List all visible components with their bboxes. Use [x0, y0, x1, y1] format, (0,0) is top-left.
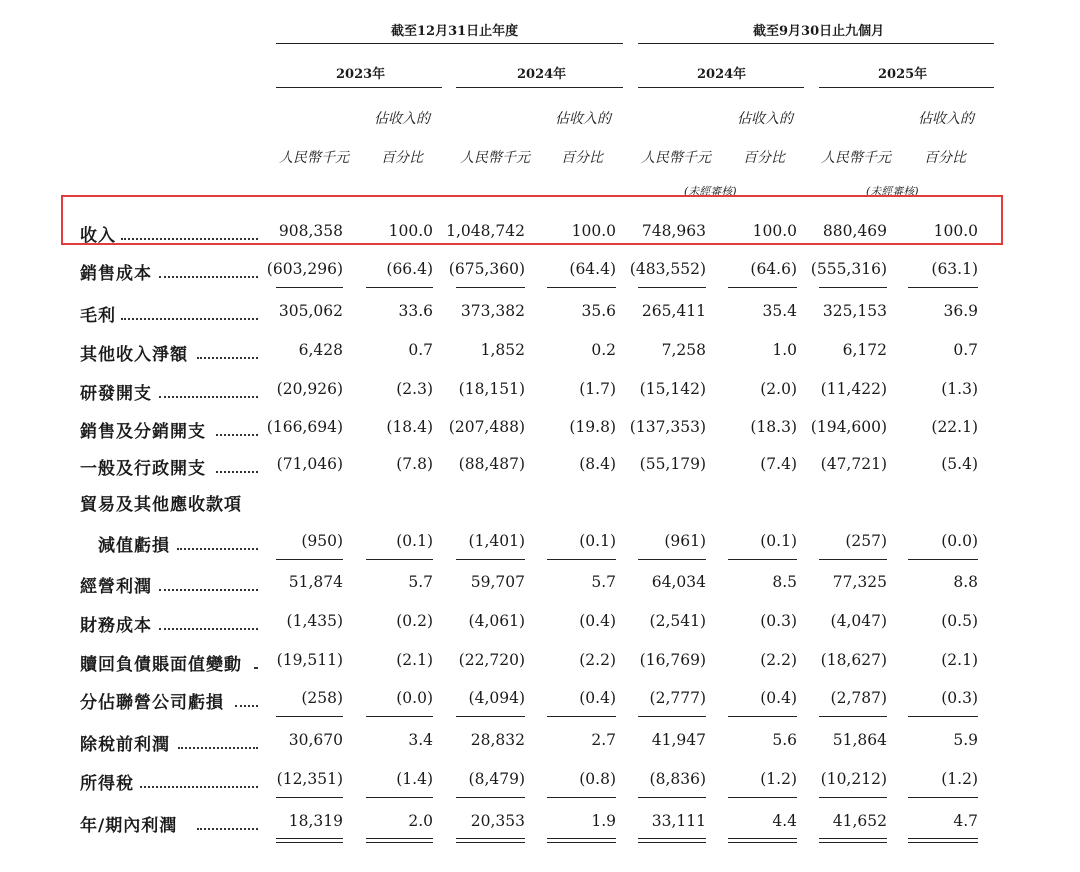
pct-header-line1: 佔收入的 [918, 111, 974, 127]
table-cell: (257) [845, 532, 887, 550]
table-cell: (19.8) [569, 418, 616, 436]
row-other-income-net-label: 其他收入淨額 [80, 345, 188, 365]
table-cell: (2,777) [649, 689, 706, 707]
table-cell: (0.3) [760, 612, 797, 630]
row-profit-for-period-label: 年/期內利潤 [80, 816, 178, 836]
table-cell: 33.6 [398, 302, 433, 320]
table-cell: 6,172 [842, 341, 887, 359]
table-cell: (7.4) [760, 455, 797, 473]
table-cell: (18.4) [386, 418, 433, 436]
table-cell: (66.4) [386, 260, 433, 278]
table-cell: (16,769) [639, 651, 706, 669]
table-cell: (0.4) [579, 689, 616, 707]
table-cell: (2,787) [830, 689, 887, 707]
table-cell: (2,541) [649, 612, 706, 630]
table-cell: 30,670 [288, 731, 343, 749]
row-finance-costs-label: 財務成本 [80, 616, 152, 636]
table-cell: 908,358 [278, 222, 343, 240]
table-cell: (1.7) [579, 380, 616, 398]
table-cell: (71,046) [276, 455, 343, 473]
subtotal-rule [728, 716, 797, 717]
table-cell: 28,832 [470, 731, 525, 749]
table-cell: (5.4) [941, 455, 978, 473]
subtotal-rule [456, 559, 525, 560]
table-cell: 2.7 [591, 731, 616, 749]
row-rd-expenses-label: 研發開支 [80, 384, 152, 404]
pct-header-line2: 百分比 [381, 150, 423, 166]
subtotal-rule [638, 797, 706, 798]
table-cell: (0.1) [396, 532, 433, 550]
table-cell: (64.6) [750, 260, 797, 278]
table-cell: (137,353) [629, 418, 706, 436]
row-general-admin-expenses-label: 一般及行政開支 [80, 459, 206, 479]
table-cell: (603,296) [266, 260, 343, 278]
table-cell: 0.2 [591, 341, 616, 359]
table-cell: (166,694) [266, 418, 343, 436]
table-cell: (555,316) [810, 260, 887, 278]
table-cell: (1.3) [941, 380, 978, 398]
table-cell: 51,864 [832, 731, 887, 749]
table-cell: 4.7 [953, 812, 978, 830]
row-profit-before-tax-label: 除稅前利潤 [80, 735, 170, 755]
table-cell: (7.8) [396, 455, 433, 473]
table-cell: (20,926) [276, 380, 343, 398]
amount-unit-header: 人民幣千元 [641, 150, 711, 166]
table-cell: 1,048,742 [446, 222, 525, 240]
table-cell: (18,627) [820, 651, 887, 669]
table-cell: (1.2) [941, 770, 978, 788]
table-cell: 1,852 [480, 341, 525, 359]
table-cell: (207,488) [448, 418, 525, 436]
table-cell: (0.8) [579, 770, 616, 788]
table-cell: (2.1) [396, 651, 433, 669]
group-rule-year [276, 43, 623, 44]
group-header-year: 截至12月31日止年度 [391, 24, 519, 39]
row-revenue-label: 收入 [80, 226, 116, 246]
subtotal-rule [908, 287, 978, 288]
table-cell: 5.6 [772, 731, 797, 749]
subtotal-rule [366, 287, 433, 288]
total-double-rule [908, 838, 978, 843]
subtotal-rule [638, 716, 706, 717]
year-rule-2023 [276, 87, 442, 88]
year-header-2025-nine-months: 2025年 [878, 67, 928, 82]
table-cell: (675,360) [448, 260, 525, 278]
subtotal-rule [638, 559, 706, 560]
table-cell: 325,153 [822, 302, 887, 320]
highlight-box [61, 195, 1003, 245]
table-cell: (1.2) [760, 770, 797, 788]
table-cell: 1.9 [591, 812, 616, 830]
table-cell: 35.4 [762, 302, 797, 320]
table-cell: (950) [301, 532, 343, 550]
subtotal-rule [547, 559, 616, 560]
table-cell: 64,034 [651, 573, 706, 591]
table-cell: (4,047) [830, 612, 887, 630]
pct-header-line2: 百分比 [743, 150, 785, 166]
table-cell: 880,469 [822, 222, 887, 240]
year-rule-2024-nine-months [638, 87, 804, 88]
table-cell: (18.3) [750, 418, 797, 436]
table-cell: (0.4) [579, 612, 616, 630]
table-cell: 41,947 [651, 731, 706, 749]
table-cell: 36.9 [943, 302, 978, 320]
table-cell: (2.0) [760, 380, 797, 398]
table-cell: (194,600) [810, 418, 887, 436]
pct-header-line2: 百分比 [924, 150, 966, 166]
subtotal-rule [908, 797, 978, 798]
unaudited-note: (未經審核) [684, 185, 737, 198]
subtotal-rule [819, 797, 887, 798]
table-cell: (2.1) [941, 651, 978, 669]
table-cell: 0.7 [408, 341, 433, 359]
subtotal-rule [638, 287, 706, 288]
group-rule-nine-months [638, 43, 994, 44]
amount-unit-header: 人民幣千元 [460, 150, 530, 166]
year-rule-2024 [456, 87, 623, 88]
table-cell: (19,511) [276, 651, 343, 669]
pct-header-line1: 佔收入的 [555, 111, 611, 127]
table-cell: (64.4) [569, 260, 616, 278]
table-cell: (0.0) [941, 532, 978, 550]
table-cell: (8.4) [579, 455, 616, 473]
subtotal-rule [276, 287, 343, 288]
subtotal-rule [819, 559, 887, 560]
total-double-rule [276, 838, 343, 843]
group-header-nine-months: 截至9月30日止九個月 [753, 24, 885, 39]
pct-header-line1: 佔收入的 [374, 111, 430, 127]
row-impairment-loss-label: 減值虧損 [98, 536, 170, 556]
subtotal-rule [547, 716, 616, 717]
subtotal-rule [728, 559, 797, 560]
subtotal-rule [366, 716, 433, 717]
subtotal-rule [908, 716, 978, 717]
table-cell: 100.0 [752, 222, 797, 240]
total-double-rule [728, 838, 797, 843]
table-cell: 5.7 [591, 573, 616, 591]
subtotal-rule [728, 797, 797, 798]
year-header-2023: 2023年 [336, 67, 386, 82]
table-cell: (18,151) [458, 380, 525, 398]
table-cell: 41,652 [832, 812, 887, 830]
table-cell: (0.0) [396, 689, 433, 707]
table-cell: (4,094) [468, 689, 525, 707]
table-cell: (2.3) [396, 380, 433, 398]
table-cell: 305,062 [278, 302, 343, 320]
subtotal-rule [456, 797, 525, 798]
table-cell: 20,353 [470, 812, 525, 830]
table-cell: (0.4) [760, 689, 797, 707]
row-cost-of-sales-label: 銷售成本 [80, 264, 152, 284]
row-selling-distribution-expenses-label: 銷售及分銷開支 [80, 422, 206, 442]
table-cell: (0.2) [396, 612, 433, 630]
table-cell: 8.8 [953, 573, 978, 591]
total-double-rule [638, 838, 706, 843]
subtotal-rule [547, 797, 616, 798]
table-cell: 33,111 [651, 812, 706, 830]
table-cell: (47,721) [820, 455, 887, 473]
table-cell: (0.1) [579, 532, 616, 550]
table-cell: (22,720) [458, 651, 525, 669]
subtotal-rule [366, 559, 433, 560]
row-income-tax-label: 所得稅 [80, 774, 134, 794]
table-cell: (88,487) [458, 455, 525, 473]
table-cell: 373,382 [460, 302, 525, 320]
subtotal-rule [547, 287, 616, 288]
table-cell: (63.1) [931, 260, 978, 278]
table-cell: (55,179) [639, 455, 706, 473]
row-share-of-associates-losses-label: 分佔聯營公司虧損 [80, 693, 224, 713]
table-cell: (1,401) [468, 532, 525, 550]
table-cell: (1.4) [396, 770, 433, 788]
table-cell: 3.4 [408, 731, 433, 749]
table-cell: (12,351) [276, 770, 343, 788]
year-header-2024: 2024年 [517, 67, 567, 82]
table-cell: 35.6 [581, 302, 616, 320]
subtotal-rule [276, 797, 343, 798]
table-cell: 5.9 [953, 731, 978, 749]
table-cell: (961) [664, 532, 706, 550]
table-cell: 0.7 [953, 341, 978, 359]
subtotal-rule [819, 287, 887, 288]
subtotal-rule [276, 716, 343, 717]
table-cell: (1,435) [286, 612, 343, 630]
table-cell: (22.1) [931, 418, 978, 436]
table-cell: 59,707 [470, 573, 525, 591]
table-cell: (11,422) [820, 380, 887, 398]
row-redemption-liability-change-label: 贖回負債賬面值變動 [80, 655, 242, 675]
table-cell: 100.0 [571, 222, 616, 240]
table-cell: 4.4 [772, 812, 797, 830]
table-cell: 265,411 [641, 302, 706, 320]
table-cell: (8,836) [649, 770, 706, 788]
table-cell: 18,319 [288, 812, 343, 830]
subtotal-rule [276, 559, 343, 560]
subtotal-rule [456, 287, 525, 288]
table-cell: 748,963 [641, 222, 706, 240]
subtotal-rule [908, 559, 978, 560]
table-cell: (0.3) [941, 689, 978, 707]
table-cell: 5.7 [408, 573, 433, 591]
amount-unit-header: 人民幣千元 [821, 150, 891, 166]
table-cell: (10,212) [820, 770, 887, 788]
table-cell: 8.5 [772, 573, 797, 591]
row-trade-receivables-header-label: 貿易及其他應收款項 [80, 495, 242, 515]
year-header-2024-nine-months: 2024年 [697, 67, 747, 82]
table-cell: 100.0 [388, 222, 433, 240]
total-double-rule [547, 838, 616, 843]
table-cell: 100.0 [933, 222, 978, 240]
table-cell: (483,552) [629, 260, 706, 278]
pct-header-line1: 佔收入的 [737, 111, 793, 127]
total-double-rule [456, 838, 525, 843]
table-cell: 7,258 [661, 341, 706, 359]
total-double-rule [366, 838, 433, 843]
table-cell: (0.5) [941, 612, 978, 630]
subtotal-rule [456, 716, 525, 717]
table-cell: 6,428 [298, 341, 343, 359]
table-cell: (2.2) [760, 651, 797, 669]
table-cell: (4,061) [468, 612, 525, 630]
table-cell: (258) [301, 689, 343, 707]
table-cell: 1.0 [772, 341, 797, 359]
subtotal-rule [819, 716, 887, 717]
year-rule-2025-nine-months [819, 87, 994, 88]
subtotal-rule [728, 287, 797, 288]
amount-unit-header: 人民幣千元 [279, 150, 349, 166]
table-cell: (15,142) [639, 380, 706, 398]
row-gross-profit-label: 毛利 [80, 306, 116, 326]
table-cell: 77,325 [832, 573, 887, 591]
table-cell: 51,874 [288, 573, 343, 591]
total-double-rule [819, 838, 887, 843]
row-operating-profit-label: 經營利潤 [80, 577, 152, 597]
pct-header-line2: 百分比 [561, 150, 603, 166]
table-cell: 2.0 [408, 812, 433, 830]
table-cell: (2.2) [579, 651, 616, 669]
unaudited-note: (未經審核) [866, 185, 919, 198]
subtotal-rule [366, 797, 433, 798]
table-cell: (8,479) [468, 770, 525, 788]
table-cell: (0.1) [760, 532, 797, 550]
